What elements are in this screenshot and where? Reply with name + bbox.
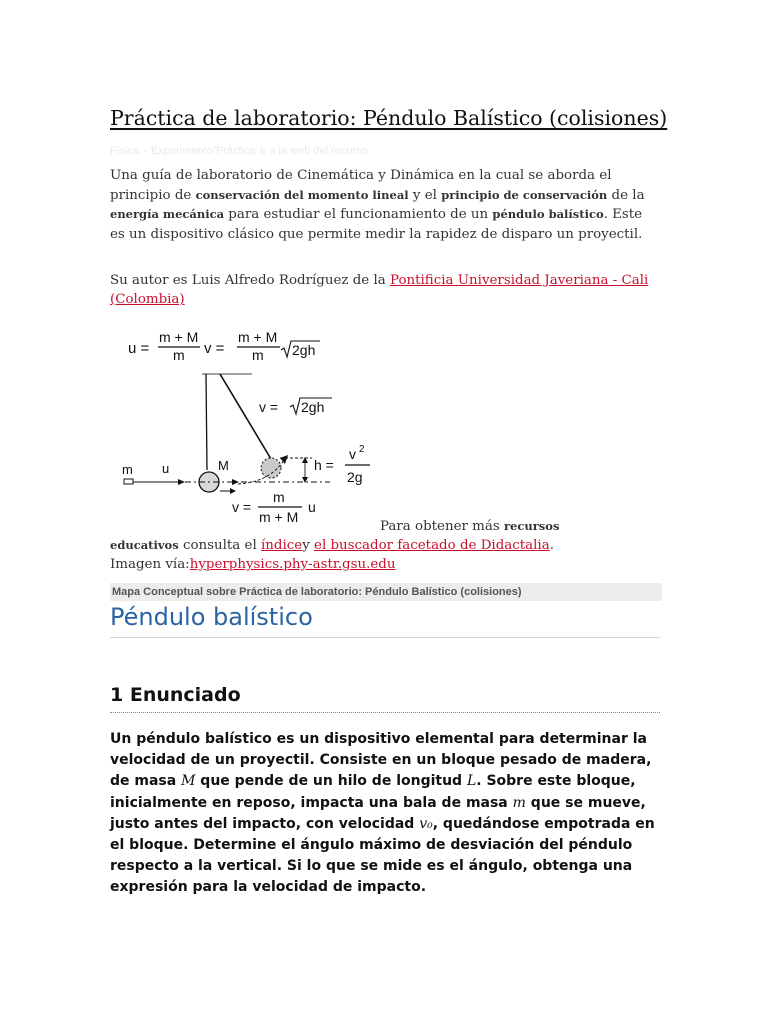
category-separator: -	[143, 145, 148, 157]
page-title: Práctica de laboratorio: Péndulo Balístico (colisiones)	[110, 106, 668, 130]
resources-bold-word: educativos	[110, 538, 179, 552]
university-link[interactable]: Pontificia Universidad Javeriana - Cali (Colombia)	[110, 273, 649, 307]
problem-statement: Un péndulo balístico es un dispositivo elemental para determinar la velocidad de un proyectil. Consiste en un bloque pesado de madera, de masa M que pende de un hilo de longitud L. Sobre este bloque, inicialmente en reposo, impacta una bala de masa m que se mueve, justo antes del impacto, con velocidad v₀, quedándose empotrada en el bloque. Determine el ángulo máximo de desviación del péndulo respecto a la vertical. Si lo que se mide es el ángulo, obtenga una expresión para la velocidad de impacto.	[110, 731, 655, 896]
svg-text:v =: v =	[232, 499, 252, 515]
svg-text:u: u	[162, 461, 170, 476]
subsection-title: 1 Enunciado	[110, 684, 660, 713]
svg-text:u =: u =	[128, 340, 150, 357]
category-experimento-link[interactable]: Experimento/Práctica	[151, 145, 256, 157]
image-credit: Imagen vía:hyperphysics.phy-astr.gsu.edu	[110, 557, 396, 572]
hyperphysics-link[interactable]: hyperphysics.phy-astr.gsu.edu	[189, 557, 396, 572]
svg-text:M: M	[218, 458, 229, 473]
svg-text:2g: 2g	[347, 469, 363, 485]
svg-text:m: m	[273, 489, 285, 505]
svg-text:2gh: 2gh	[301, 399, 325, 415]
resources-line-2: educativos consulta el índicey el buscador facetado de Didactalia.	[110, 538, 554, 553]
section-title: Péndulo balístico	[110, 603, 660, 638]
svg-text:u: u	[308, 499, 316, 515]
svg-text:m: m	[122, 462, 133, 477]
resource-web-link[interactable]: Ir a la web del recurso	[259, 145, 368, 157]
svg-text:m + M: m + M	[159, 329, 199, 345]
ballistic-pendulum-diagram	[120, 322, 380, 532]
svg-text:m: m	[252, 347, 264, 363]
category-links	[110, 145, 372, 157]
svg-text:m: m	[173, 347, 185, 363]
svg-text:h =: h =	[314, 457, 334, 473]
author-paragraph: Su autor es Luis Alfredo Rodríguez de la Pontificia Universidad Javeriana - Cali (Colombia)	[110, 273, 649, 307]
svg-text:v =: v =	[204, 340, 225, 357]
faceted-search-link[interactable]: el buscador facetado de Didactalia	[314, 538, 550, 553]
svg-text:v =: v =	[259, 399, 279, 415]
intro-paragraph: Una guía de laboratorio de Cinemática y Dinámica en la cual se aborda el principio de conservación del momento lineal y el principio de conservación de la energía mecánica para estudiar el funcionamiento de un péndulo balístico. Este es un dispositivo clásico que permite medir la rapidez de disparo un proyectil.	[110, 168, 645, 242]
concept-map-caption: Mapa Conceptual sobre Práctica de laboratorio: Péndulo Balístico (colisiones)	[110, 583, 662, 601]
index-link[interactable]: índice	[261, 538, 303, 553]
category-fisica-link[interactable]: Física	[110, 145, 140, 157]
svg-text:m + M: m + M	[259, 509, 299, 525]
svg-text:2gh: 2gh	[292, 342, 316, 358]
svg-text:m + M: m + M	[238, 329, 278, 345]
svg-text:v: v	[349, 446, 356, 462]
svg-text:2: 2	[359, 444, 365, 455]
